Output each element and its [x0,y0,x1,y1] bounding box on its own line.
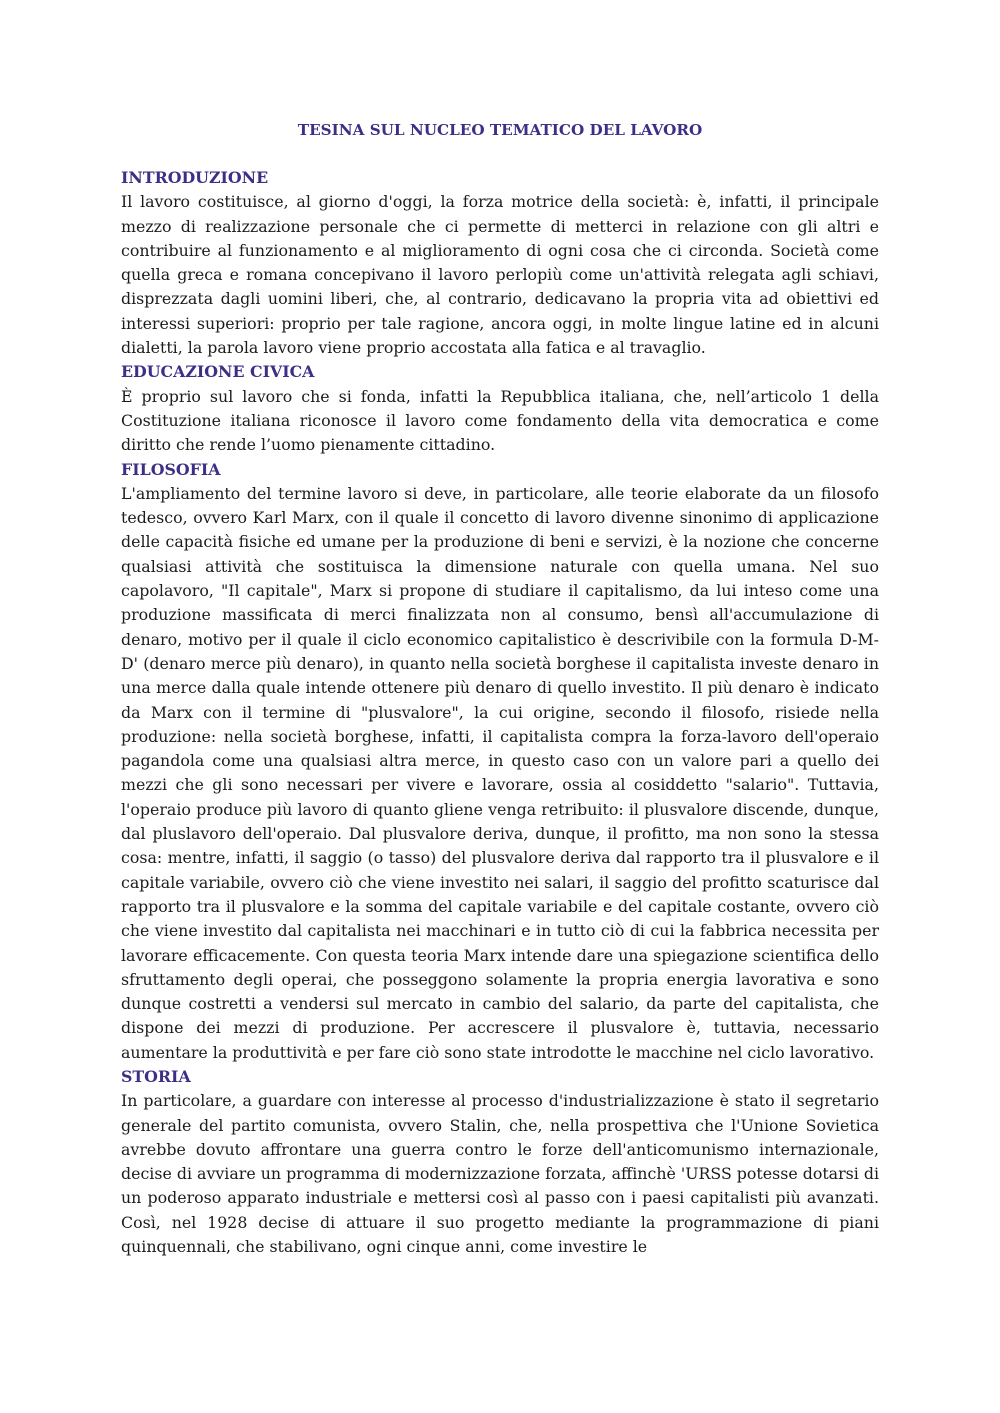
section-text-educazione-civica: È proprio sul lavoro che si fonda, infatti la Repubblica italiana, che, nell’articolo 1 della Costituzione italiana riconosce il lavoro come fondamento della vita democratica e come diritto che rende l’uomo pienamente cittadino. [121,386,879,455]
document-title: TESINA SUL NUCLEO TEMATICO DEL LAVORO [297,121,703,139]
section-text-filosofia: L'ampliamento del termine lavoro si deve, in particolare, alle teorie elaborate da un filosofo tedesco, ovvero Karl Marx, con il quale il concetto di lavoro divenne sinonimo di applicazione delle capacità fisiche ed umane per la produzione di beni e servizi, è la nozione che concerne qualsiasi attività che sostituisca la dimensione naturale con quella umana. Nel suo capolavoro, "Il capitale", Marx si propone di studiare il capitalismo, da lui inteso come una produzione massificata di merci finalizzata non al consumo, bensì all'accumulazione di denaro, motivo per il quale il ciclo economico capitalistico è descrivibile con la formula D-M-D' (denaro merce più denaro), in quanto nella società borghese il capitalista investe denaro in una merce dalla quale intende ottenere più denaro di quello investito. Il più denaro è indicato da Marx con il termine di "plusvalore", la cui origine, secondo il filosofo, risiede nella produzione: nella società borghese, infatti, il capitalista compra la forza-lavoro dell'operaio pagandola come una qualsiasi altra merce, in questo caso con un valore pari a quello dei mezzi che gli sono necessari per vivere e lavorare, ossia al cosiddetto "salario". Tuttavia, l'operaio produce più lavoro di quanto gliene venga retribuito: il plusvalore discende, dunque, dal pluslavoro dell'operaio. Dal plusvalore deriva, dunque, il profitto, ma non sono la stessa cosa: mentre, infatti, il saggio (o tasso) del plusvalore deriva dal rapporto tra il plusvalore e il capitale variabile, ovvero ciò che viene investito nei salari, il saggio del profitto scaturisce dal rapporto tra il plusvalore e la somma del capitale variabile e del capitale costante, ovvero ciò che viene investito dal capitalista nei macchinari e in tutto ciò di cui la fabbrica necessita per lavorare efficacemente. Con questa teoria Marx intende dare una spiegazione scientifica dello sfruttamento degli operai, che posseggono solamente la propria energia lavorativa e sono dunque costretti a vendersi sul mercato in cambio del salario, da parte del capitalista, che dispone dei mezzi di produzione. Per accrescere il plusvalore è, tuttavia, necessario aumentare la produttività e per fare ciò sono state introdotte le macchine nel ciclo lavorativo. [121,483,879,1062]
section-heading-storia: STORIA [121,1066,191,1086]
section-text-introduzione: Il lavoro costituisce, al giorno d'oggi, la forza motrice della società: è, infatti, il principale mezzo di realizzazione personale che ci permette di metterci in relazione con gli altri e contribuire al funzionamento e al miglioramento di ogni cosa che ci circonda. Società come quella greca e romana concepivano il lavoro perlopiù come un'attività relegata agli schiavi, disprezzata dagli uomini liberi, che, al contrario, dedicavano la propria vita ad obiettivi ed interessi superiori: proprio per tale ragione, ancora oggi, in molte lingue latine ed in alcuni dialetti, la parola lavoro viene proprio accostata alla fatica e al travaglio. [121,192,879,358]
section-text-storia: In particolare, a guardare con interesse al processo d'industrializzazione è stato il segretario generale del partito comunista, ovvero Stalin, che, nella prospettiva che l'Unione Sovietica avrebbe dovuto affrontare una guerra contro le forze dell'anticomunismo internazionale, decise di avviare un programma di modernizzazione forzata, affinchè 'URSS potesse dotarsi di un poderoso apparato industriale e mettersi così al passo con i paesi capitalisti più avanzati. Così, nel 1928 decise di attuare il suo progetto mediante la programmazione di piani quinquennali, che stabilivano, ogni cinque anni, come investire le [121,1091,879,1257]
section-heading-filosofia: FILOSOFIA [121,459,221,479]
section-heading-introduzione: INTRODUZIONE [121,168,269,187]
document-page [121,118,879,1259]
section-heading-educazione-civica: EDUCAZIONE CIVICA [121,362,315,382]
